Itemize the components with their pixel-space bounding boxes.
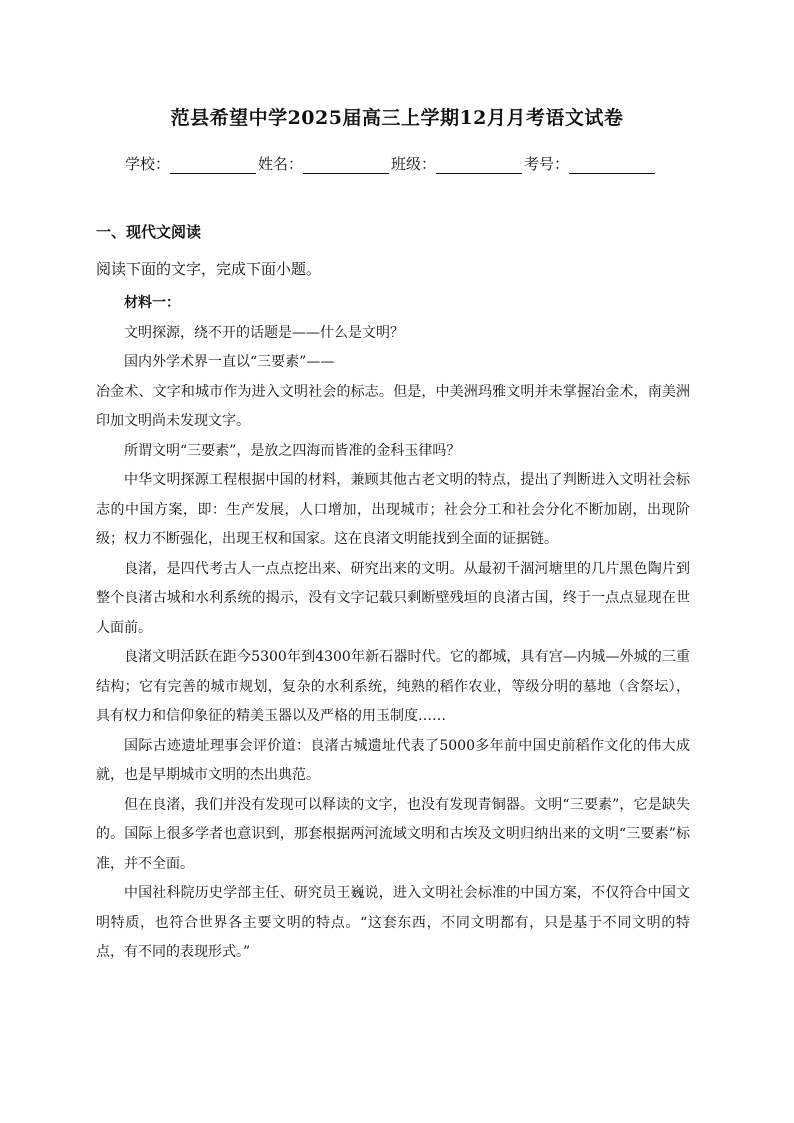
paragraph: 国内外学术界一直以“三要素”—— — [124, 354, 335, 370]
material-text — [96, 289, 690, 968]
school-label: 学校： — [125, 155, 171, 173]
paragraph: 中国社科院历史学部主任、研究员王巍说，进入文明社会标准的中国方案，不仅符合中国文明特质，也符合世界各主要文明的特点。“这套东西，不同文明都有，只是基于不同文明的特点，有不同的表现形式。” — [96, 885, 690, 960]
exam-number-label: 考号： — [524, 155, 570, 173]
student-info-row — [125, 153, 685, 174]
material-label: 材料一： — [124, 295, 180, 311]
paragraph: 良渚文明活跃在距今5300年到4300年新石器时代。它的都城，具有宫—内城—外城的三重结构；它有完善的城市规划，复杂的水利系统，纯熟的稻作农业，等级分明的墓地（含祭坛），具有权力和信仰象征的精美玉器以及严格的用玉制度…… — [96, 649, 690, 724]
paragraph: 但在良渚，我们并没有发现可以释读的文字，也没有发现青铜器。文明“三要素”，它是缺失的。国际上很多学者也意识到，那套根据两河流域文明和古埃及文明归纳出来的文明“三要素”标准，并不全面。 — [96, 796, 690, 872]
paragraph: 良渚，是四代考古人一点点挖出来、研究出来的文明。从最初千涸河塘里的几片黑色陶片到整个良渚古城和水利系统的揭示，没有文字记载只剩断壁残垣的良渚古国，终于一点点显现在世人面前。 — [96, 560, 690, 636]
name-blank[interactable] — [303, 155, 389, 174]
paragraph: 文明探源，绕不开的话题是——什么是文明？ — [124, 324, 404, 341]
school-field — [125, 153, 258, 174]
class-blank[interactable] — [436, 155, 522, 174]
exam-number-field — [524, 153, 657, 174]
paragraph: 国际古迹遗址理事会评价道：良渚古城遗址代表了5000多年前中国史前稻作文化的伟大成就，也是早期城市文明的杰出典范。 — [96, 737, 690, 783]
paragraph: 中华文明探源工程根据中国的材料，兼顾其他古老文明的特点，提出了判断进入文明社会标志的中国方案，即：生产发展，人口增加，出现城市；社会分工和社会分化不断加剧，出现阶级；权力不断强化，出现王权和国家。这在良渚文明能找到全面的证据链。 — [96, 472, 690, 547]
class-field — [391, 153, 524, 174]
class-label: 班级： — [391, 155, 437, 173]
paragraph: 冶金术、文字和城市作为进入文明社会的标志。但是，中美洲玛雅文明并未掌握冶金术，南美洲印加文明尚未发现文字。 — [96, 383, 690, 429]
exam-title: 范县希望中学2025届高三上学期12月月考语文试卷 — [170, 107, 624, 129]
name-label: 姓名： — [258, 155, 304, 173]
reading-instruction: 阅读下面的文字，完成下面小题。 — [96, 260, 322, 278]
paragraph: 所谓文明“三要素”，是放之四海而皆准的金科玉律吗？ — [124, 442, 461, 459]
name-field — [258, 153, 391, 174]
exam-number-blank[interactable] — [569, 155, 655, 174]
section-heading: 一、现代文阅读 — [96, 223, 202, 241]
school-blank[interactable] — [170, 155, 256, 174]
